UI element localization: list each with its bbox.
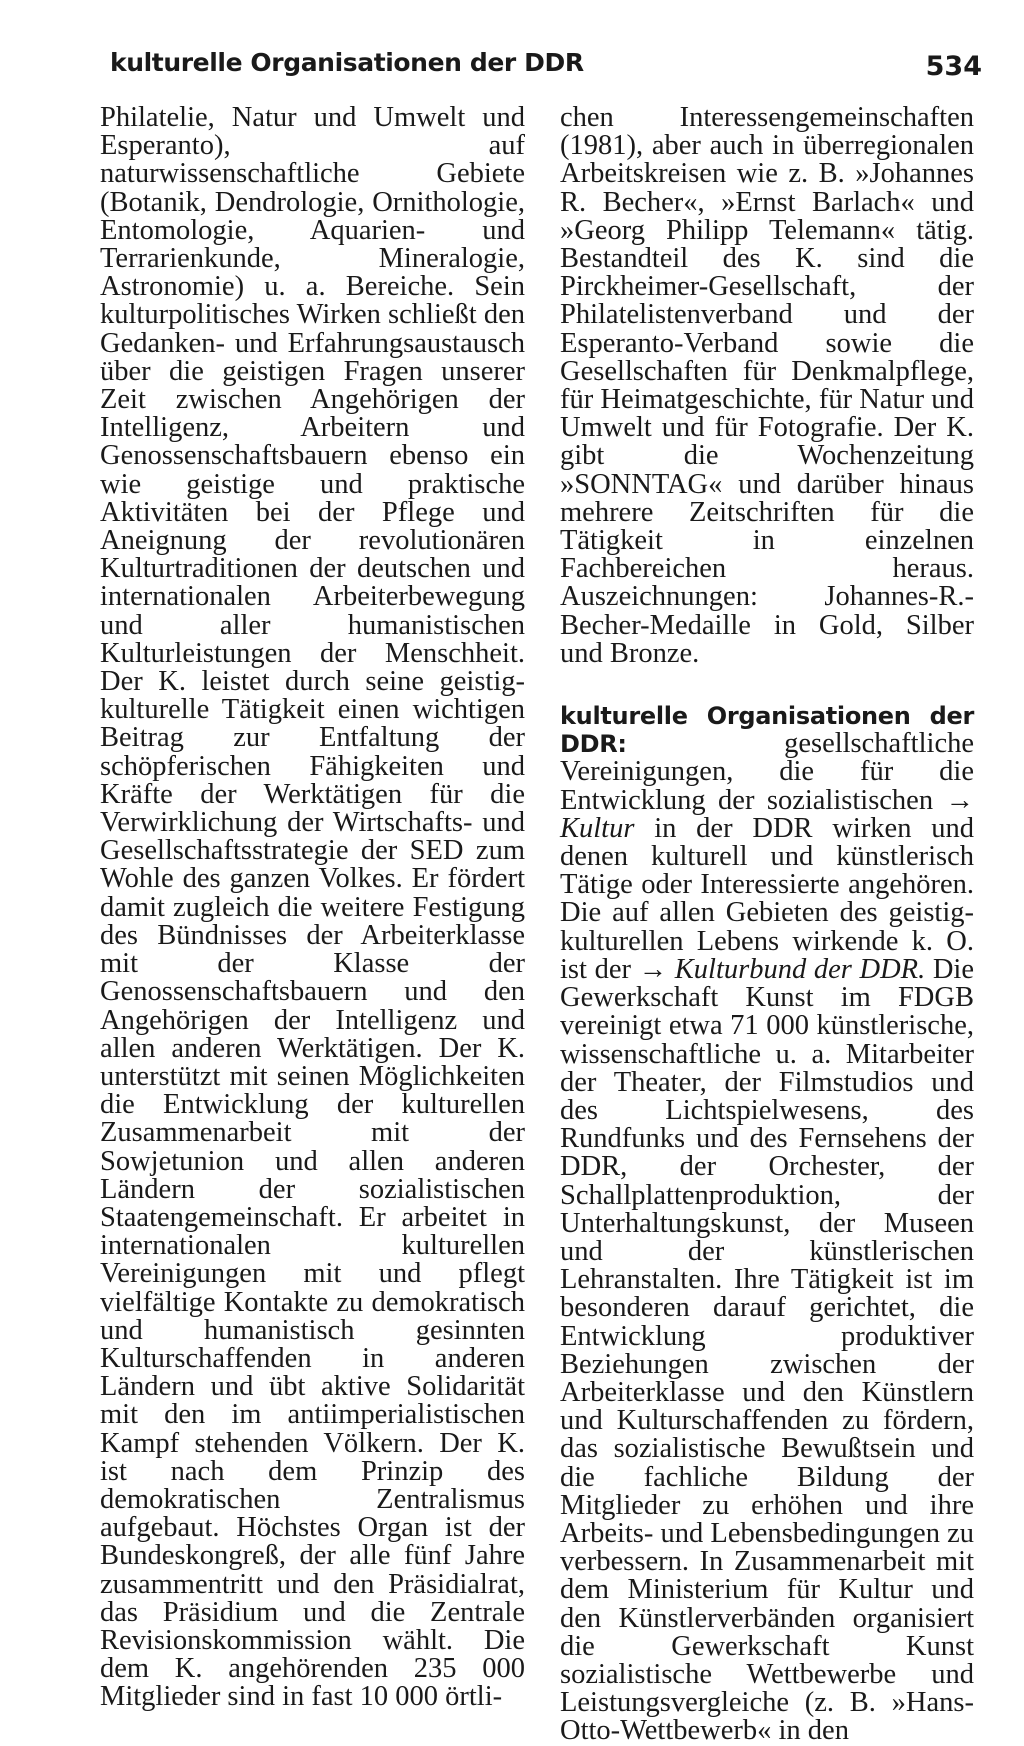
cross-reference-arrow-icon: → [638,953,668,985]
entry-headword: kulturelle Organisationen der DDR: [560,702,974,759]
cross-reference-arrow-icon: → [945,784,974,816]
running-head: kulturelle Organisationen der DDR [110,48,584,77]
left-column-text: Philatelie, Natur und Umwelt und Esperanto), auf naturwissenschaftliche Gebiete (Botanik, Dendrologie, Ornithologie, Entomologie, Aquarien- und Terrarienkunde, Mineralogie, Astronomie) u. a. Bereiche. Sein kulturpolitisches Wirken schließt den Gedanken- und Erfahrungsaustausch über die geistigen Fragen unserer Zeit zwischen Angehörigen der Intelligenz, Arbeitern und Genossenschaftsbauern ebenso ein wie geistige und praktische Aktivitäten bei der Pflege und Aneignung der revolutionären Kulturtraditionen der deutschen und internationalen Arbeiterbewegung und aller humanistischen Kulturleistungen der Menschheit. Der K. leistet durch seine geistig-kulturelle Tätigkeit einen wichtigen Beitrag zur Entfaltung der schöpferischen Fähigkeiten und Kräfte der Werktätigen für die Verwirklichung der Wirtschafts- und Gesellschaftsstrategie der SED zum Wohle des ganzen Volkes. Er fördert damit zugleich die weitere Festigung des Bündnisses der Arbeiterklasse mit der Klasse der Genossenschaftsbauern und den Angehörigen der Intelligenz und allen anderen Werktätigen. Der K. unterstützt mit seinen Möglichkeiten die Entwicklung der kulturellen Zusammenarbeit mit der Sowjetunion und allen anderen Ländern der sozialistischen Staatengemeinschaft. Er arbeitet in internationalen kulturellen Vereinigungen mit und pflegt vielfältige Kontakte zu demokratisch und humanistisch gesinnten Kulturschaffenden in anderen Ländern und übt aktive Solidarität mit den im antiimperialistischen Kampf stehenden Völkern. Der K. ist nach dem Prinzip des demokratischen Zentralismus aufgebaut. Höchstes Organ ist der Bundeskongreß, der alle fünf Jahre zusammentritt und den Präsidialrat, das Präsidium und die Zentrale Revisionskommission wählt. Die dem K. angehörenden 235 000 Mitglieder sind in fast 10 000 örtli- [100,102,525,1713]
page-number: 534 [925,51,982,82]
right-column [560,104,974,1746]
continuation-text: chen Interessengemeinschaften (1981), aber auch in überregionalen Arbeitskreisen wie z. B. »Johannes R. Becher«, »Ernst Barlach« und »Georg Philipp Telemann« tätig. Bestandteil des K. sind die Pirckheimer-Gesellschaft, der Philatelistenverband und der Esperanto-Verband sowie die Gesellschaften für Denkmalpflege, für Heimatgeschichte, für Natur und Umwelt und für Fotografie. Der K. gibt die Wochenzeitung »SONNTAG« und darüber hinaus mehrere Zeitschriften für die Tätigkeit in einzelnen Fachbereichen heraus. Auszeichnungen: Johannes-R.-Becher-Medaille in Gold, Silber und Bronze. [560,102,974,669]
dictionary-entry [560,702,974,1746]
left-column [100,104,525,1712]
cross-reference-kultur[interactable]: Kultur [560,812,635,844]
entry-text-2: in der DDR wirken und denen kulturell und künstlerisch Tätige oder Interessierte angehören. Die auf allen Gebieten des geistig-kulturellen Lebens wirkende k. O. ist der [560,812,974,985]
entry-text-1: gesellschaftliche Vereinigungen, die für die Entwicklung der sozialistischen [560,728,974,816]
entry-text-3: Die Gewerkschaft Kunst im FDGB vereinigt etwa 71 000 künstlerische, wissenschaftliche u. a. Mitarbeiter der Theater, der Filmstudios und des Lichtspielwesens, des Rundfunks und des Fernsehens der DDR, der Orchester, der Schallplattenproduktion, der Unterhaltungskunst, der Museen und der künstlerischen Lehranstalten. Ihre Tätigkeit ist im besonderen darauf gerichtet, die Entwicklung produktiver Beziehungen zwischen der Arbeiterklasse und den Künstlern und Kulturschaffenden zu fördern, das sozialistische Bewußtsein und die fachliche Bildung der Mitglieder zu erhöhen und ihre Arbeits- und Lebensbedingungen zu verbessern. In Zusammenarbeit mit dem Ministerium für Kultur und den Künstlerverbänden organisiert die Gewerkschaft Kunst sozialistische Wettbewerbe und Leistungsvergleiche (z. B. »Hans-Otto-Wettbewerb« in den [560,953,975,1746]
cross-reference-kulturbund[interactable]: Kulturbund der DDR. [674,953,926,985]
